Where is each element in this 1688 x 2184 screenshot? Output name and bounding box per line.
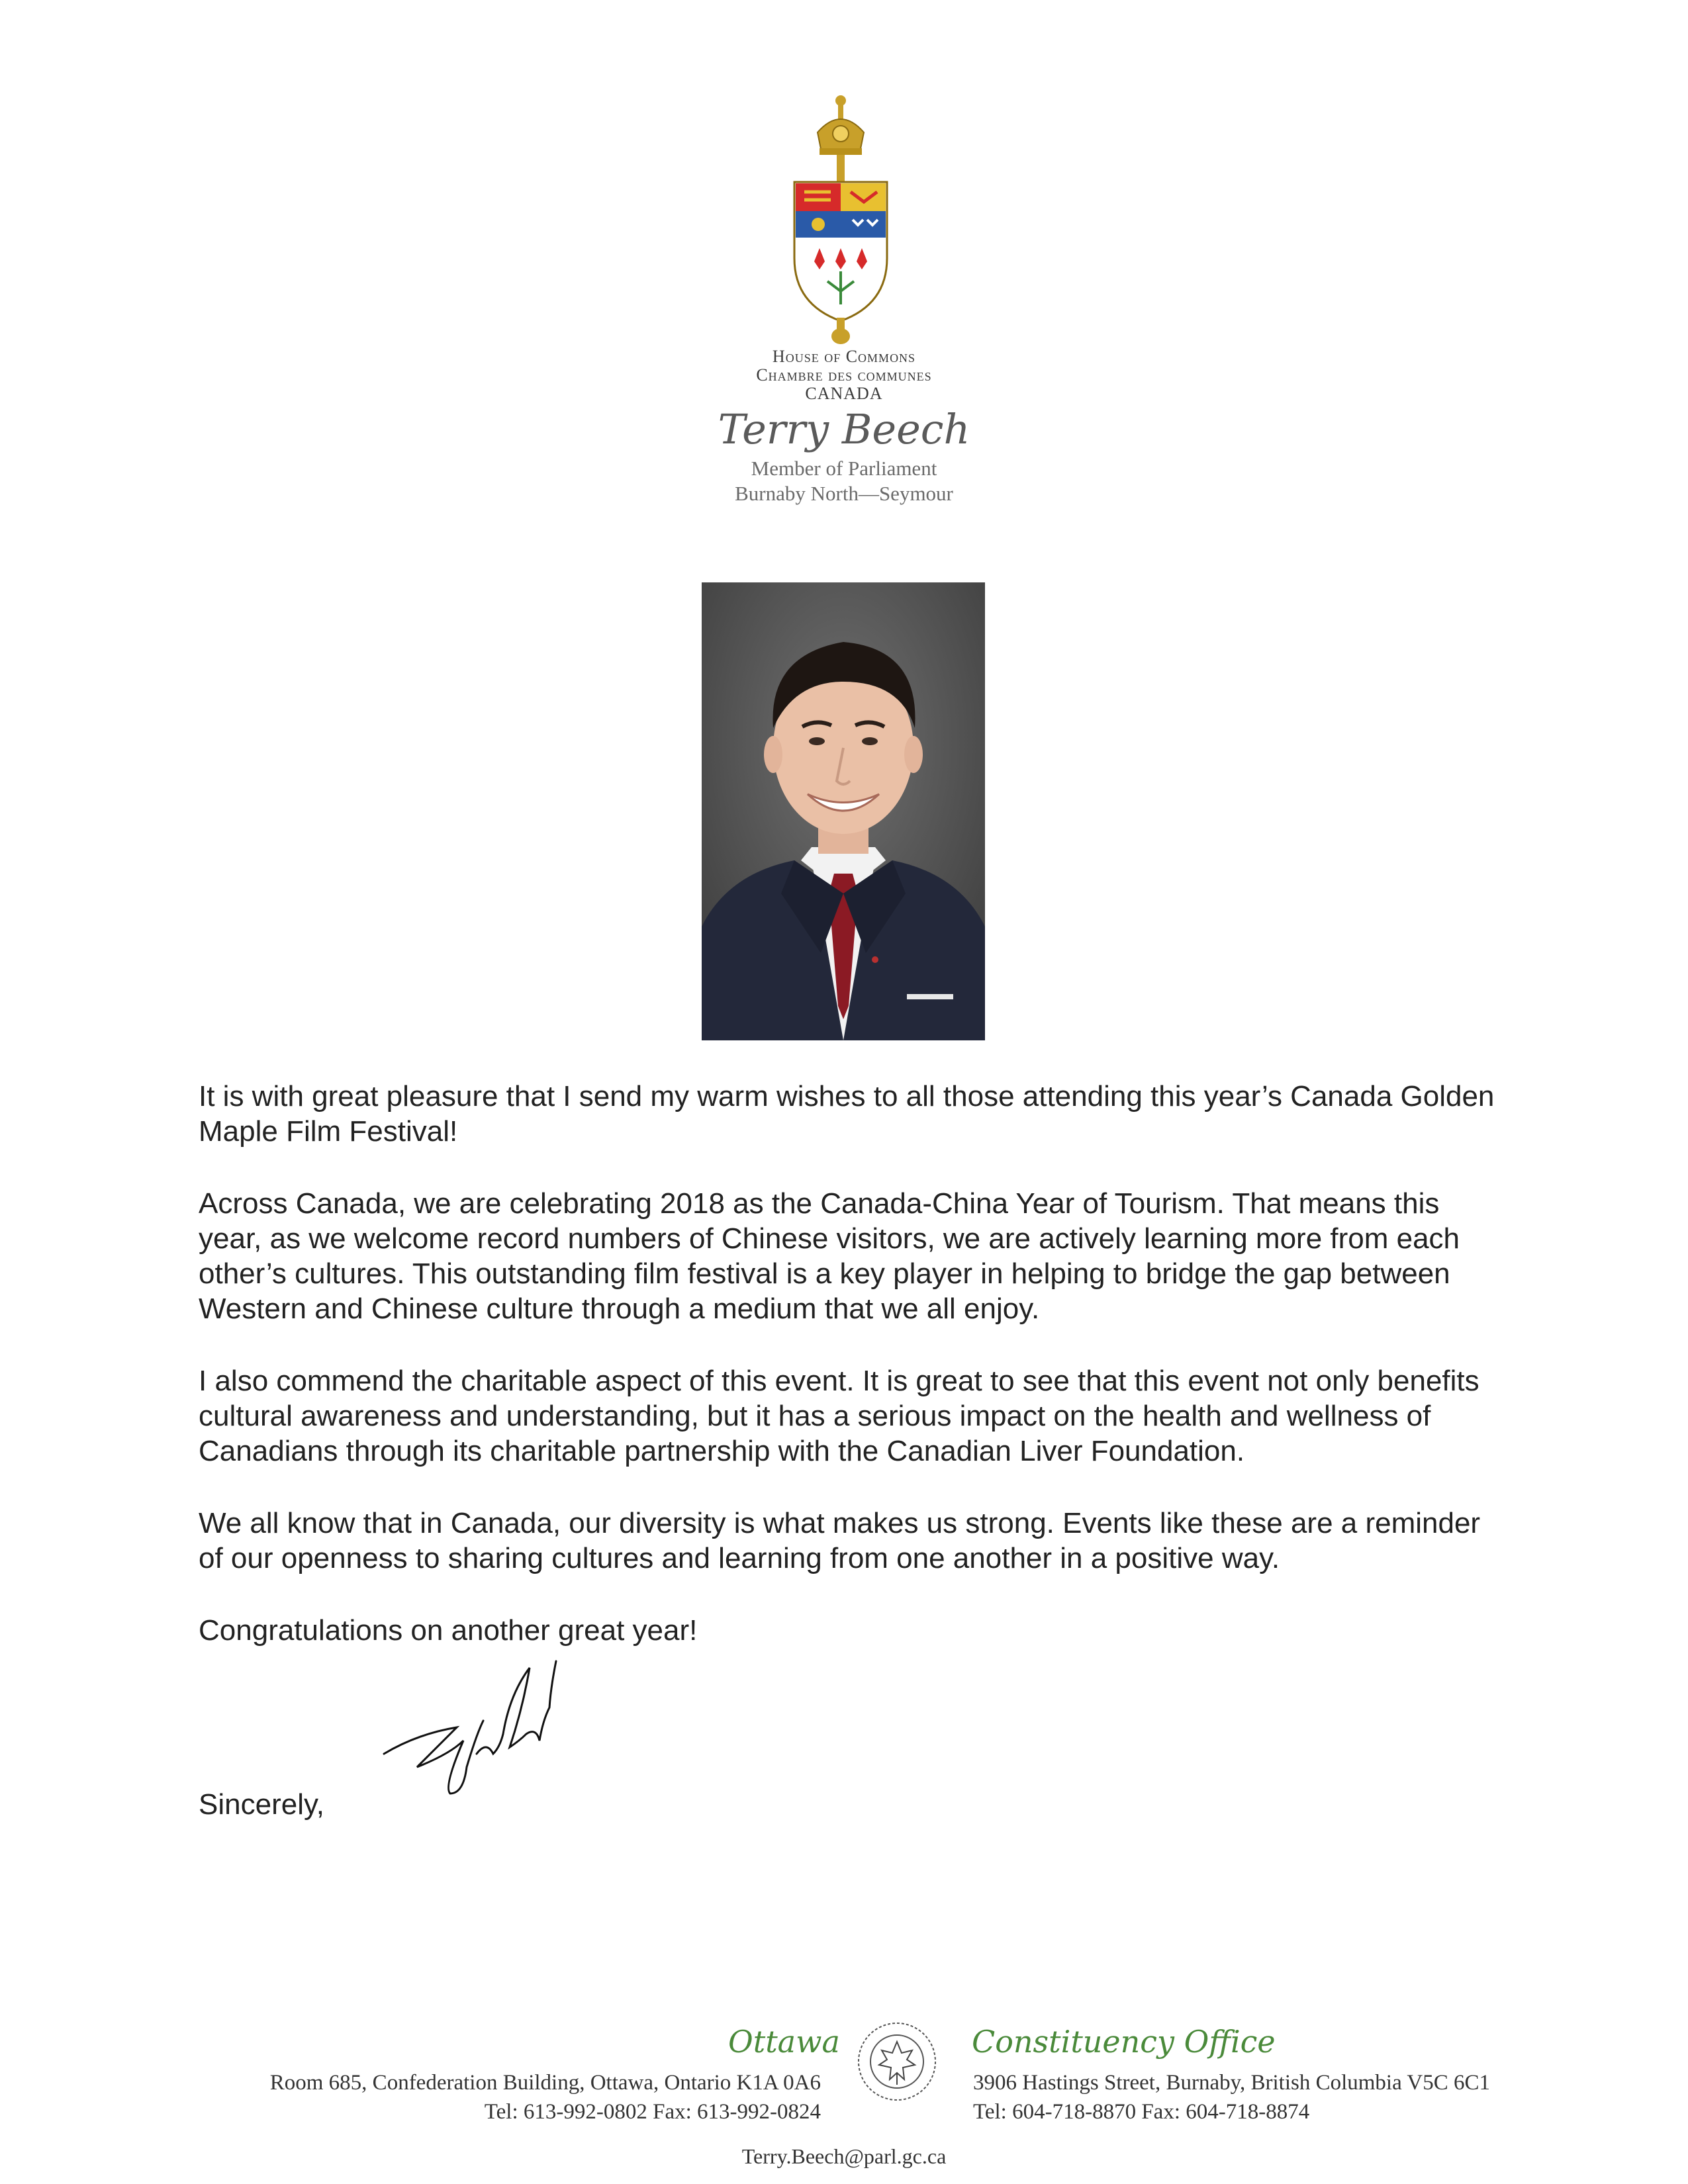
letterhead-institution [662,347,1026,403]
letter-paragraph: Congratulations on another great year! [199,1614,698,1647]
closing: Sincerely, [199,1788,324,1821]
mp-name: Terry Beech [718,405,970,453]
ottawa-phones: Tel: 613-992-0802 Fax: 613-992-0824 [484,2100,821,2124]
letter-paragraph: Across Canada, we are celebrating 2018 as the Canada-China Year of Tourism. That means this year, as we welcome record numbers of Chinese visitors, we are actively learning more from each other’s cultures. This outstanding film festival is a key player in helping to bridge the gap between Western and Chinese culture through a medium that we all enjoy. [199,1187,1460,1325]
portrait-photo [702,582,985,1040]
constituency-office-title: Constituency Office [972,2024,1276,2060]
house-of-commons-crest-icon [781,93,900,344]
letter-paragraph: It is with great pleasure that I send my warm wishes to all those attending this year’s Canada Golden Maple Film Festival! [199,1080,1495,1148]
ottawa-office-title: Ottawa [728,2024,840,2060]
riding-name: Burnaby North—Seymour [735,482,953,505]
country-name: CANADA [805,384,883,403]
mp-title: Member of Parliament [751,457,937,480]
ottawa-address: Room 685, Confederation Building, Ottawa, Ontario K1A 0A6 [269,2071,821,2095]
environmental-seal-icon [854,2019,940,2105]
letter-paragraph: We all know that in Canada, our diversity is what makes us strong. Events like these are a reminder of our openness to sharing cultures and learning from one another in a positive way. [199,1507,1481,1574]
constituency-phones: Tel: 604-718-8870 Fax: 604-718-8874 [973,2100,1310,2124]
constituency-address: 3906 Hastings Street, Burnaby, British Columbia V5C 6C1 [973,2071,1490,2095]
letter-body [199,1079,1496,1685]
institution-french: Chambre des communes [756,365,932,385]
letter-paragraph: I also commend the charitable aspect of this event. It is great to see that this event not only benefits cultural awareness and understanding, but it has a serious impact on the health and wellness of Canadians through its charitable partnership with the Canadian Liver Foundation. [199,1365,1479,1467]
handwritten-signature [377,1655,576,1807]
institution-english: House of Commons [772,347,916,366]
email-address: Terry.Beech@parl.gc.ca [741,2144,947,2168]
